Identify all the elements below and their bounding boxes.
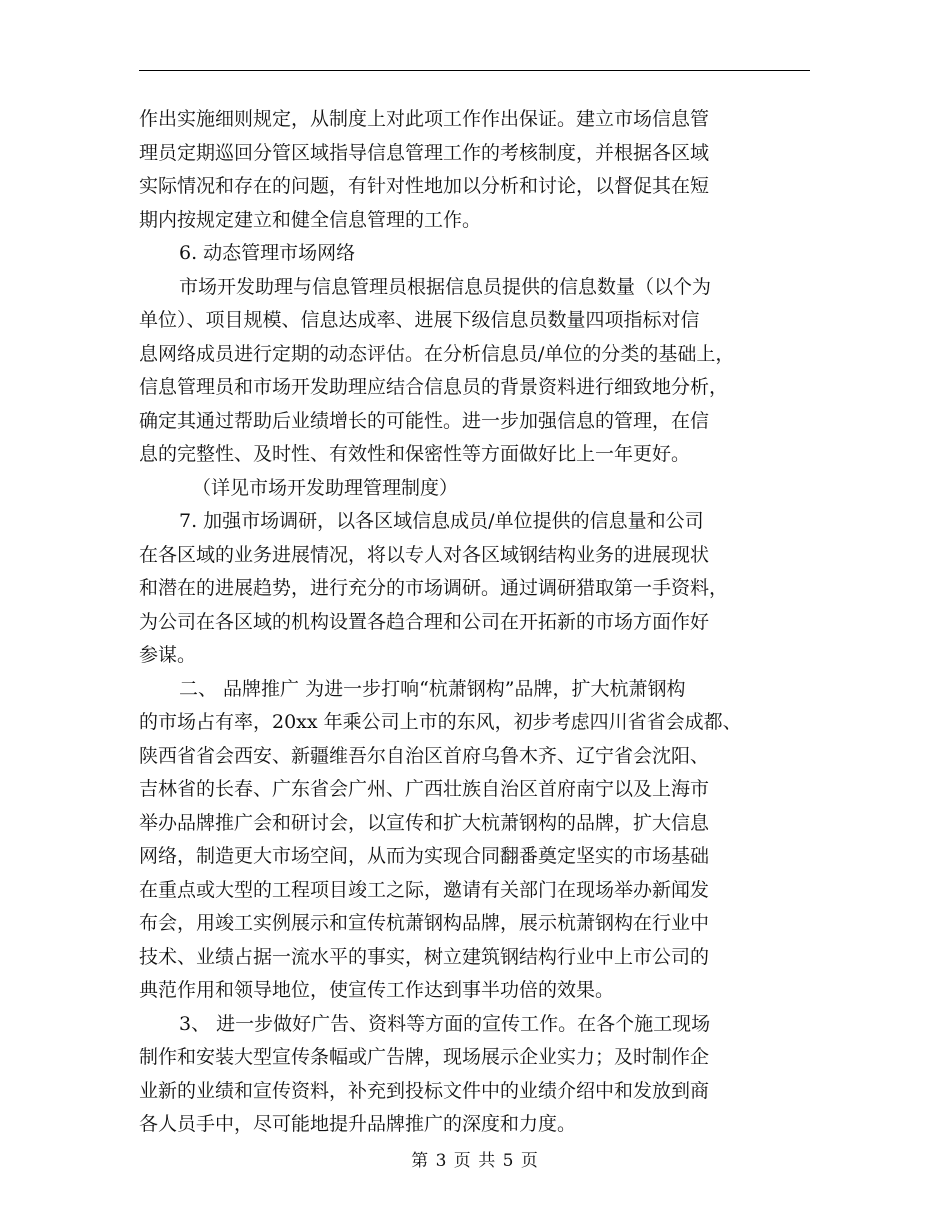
- text-line: 布会，用竣工实例展示和宣传杭萧钢构品牌，展示杭萧钢构在行业中: [139, 912, 710, 934]
- section-heading: 6. 动态管理市场网络: [179, 242, 356, 264]
- text-line: 参谋。: [139, 644, 197, 666]
- text-line: 在重点或大型的工程项目竣工之际，邀请有关部门在现场举办新闻发: [139, 878, 710, 901]
- text-line: 3、 进一步做好广告、资料等方面的宣传工作。在各个施工现场: [179, 1012, 711, 1035]
- text-line: 单位）、项目规模、信息达成率、进展下级信息员数量四项指标对信: [139, 309, 700, 331]
- header-rule: [139, 70, 810, 71]
- text-line: 确定其通过帮助后业绩增长的可能性。进一步加强信息的管理，在信: [139, 409, 710, 432]
- text-line: 理员定期巡回分管区域指导信息管理工作的考核制度，并根据各区域: [139, 141, 710, 164]
- text-line: 息的完整性、及时性、有效性和保密性等方面做好比上一年更好。: [139, 443, 691, 465]
- text-line: 业新的业绩和宣传资料，补充到投标文件中的业绩介绍中和发放到商: [139, 1079, 710, 1102]
- document-body: [139, 103, 819, 1142]
- page-number: 第 3 页 共 5 页: [411, 1151, 539, 1171]
- text-line: 为公司在各区域的机构设置各趋合理和公司在开拓新的市场方面作好: [139, 610, 710, 633]
- text-line: （详见市场开发助理管理制度）: [192, 476, 459, 499]
- text-line: 实际情况和存在的问题，有针对性地加以分析和讨论，以督促其在短: [139, 175, 710, 197]
- text-line: 在各区域的业务进展情况，将以专人对各区域钢结构业务的进展现状: [139, 543, 710, 566]
- text-line: 二、 品牌推广 为进一步打响“杭萧钢构”品牌，扩大杭萧钢构: [179, 677, 686, 700]
- text-line: 市场开发助理与信息管理员根据信息员提供的信息数量（以个为: [179, 275, 712, 298]
- text-line: 息网络成员进行定期的动态评估。在分析信息员/单位的分类的基础上，: [139, 342, 735, 365]
- text-line: 举办品牌推广会和研讨会，以宣传和扩大杭萧钢构的品牌，扩大信息: [139, 811, 710, 834]
- text-line: 网络，制造更大市场空间，从而为实现合同翻番奠定坚实的市场基础: [139, 845, 710, 867]
- text-line: 技术、业绩占据一流水平的事实，树立建筑钢结构行业中上市公司的: [139, 945, 710, 968]
- text-line: 和潜在的进展趋势，进行充分的市场调研。通过调研猎取第一手资料，: [139, 577, 729, 599]
- text-line: 信息管理员和市场开发助理应结合信息员的背景资料进行细致地分析，: [139, 376, 729, 398]
- text-line: 吉林省的长春、广东省会广州、广西壮族自治区首府南宁以及上海市: [139, 778, 710, 800]
- text-line: 典范作用和领导地位，使宣传工作达到事半功倍的效果。: [139, 979, 615, 1001]
- text-line: 制作和安装大型宣传条幅或广告牌，现场展示企业实力；及时制作企: [139, 1046, 710, 1068]
- text-line: 7. 加强市场调研，以各区域信息成员/单位提供的信息量和公司: [179, 510, 704, 532]
- text-line: 的市场占有率，20xx 年乘公司上市的东风，初步考虑四川省省会成都、: [139, 711, 742, 733]
- text-line: 作出实施细则规定，从制度上对此项工作作出保证。建立市场信息管: [139, 108, 710, 130]
- text-line: 陕西省省会西安、新疆维吾尔自治区首府乌鲁木齐、辽宁省会沈阳、: [139, 744, 710, 767]
- text-line: 期内按规定建立和健全信息管理的工作。: [139, 208, 482, 231]
- text-line: 各人员手中，尽可能地提升品牌推广的深度和力度。: [139, 1113, 577, 1135]
